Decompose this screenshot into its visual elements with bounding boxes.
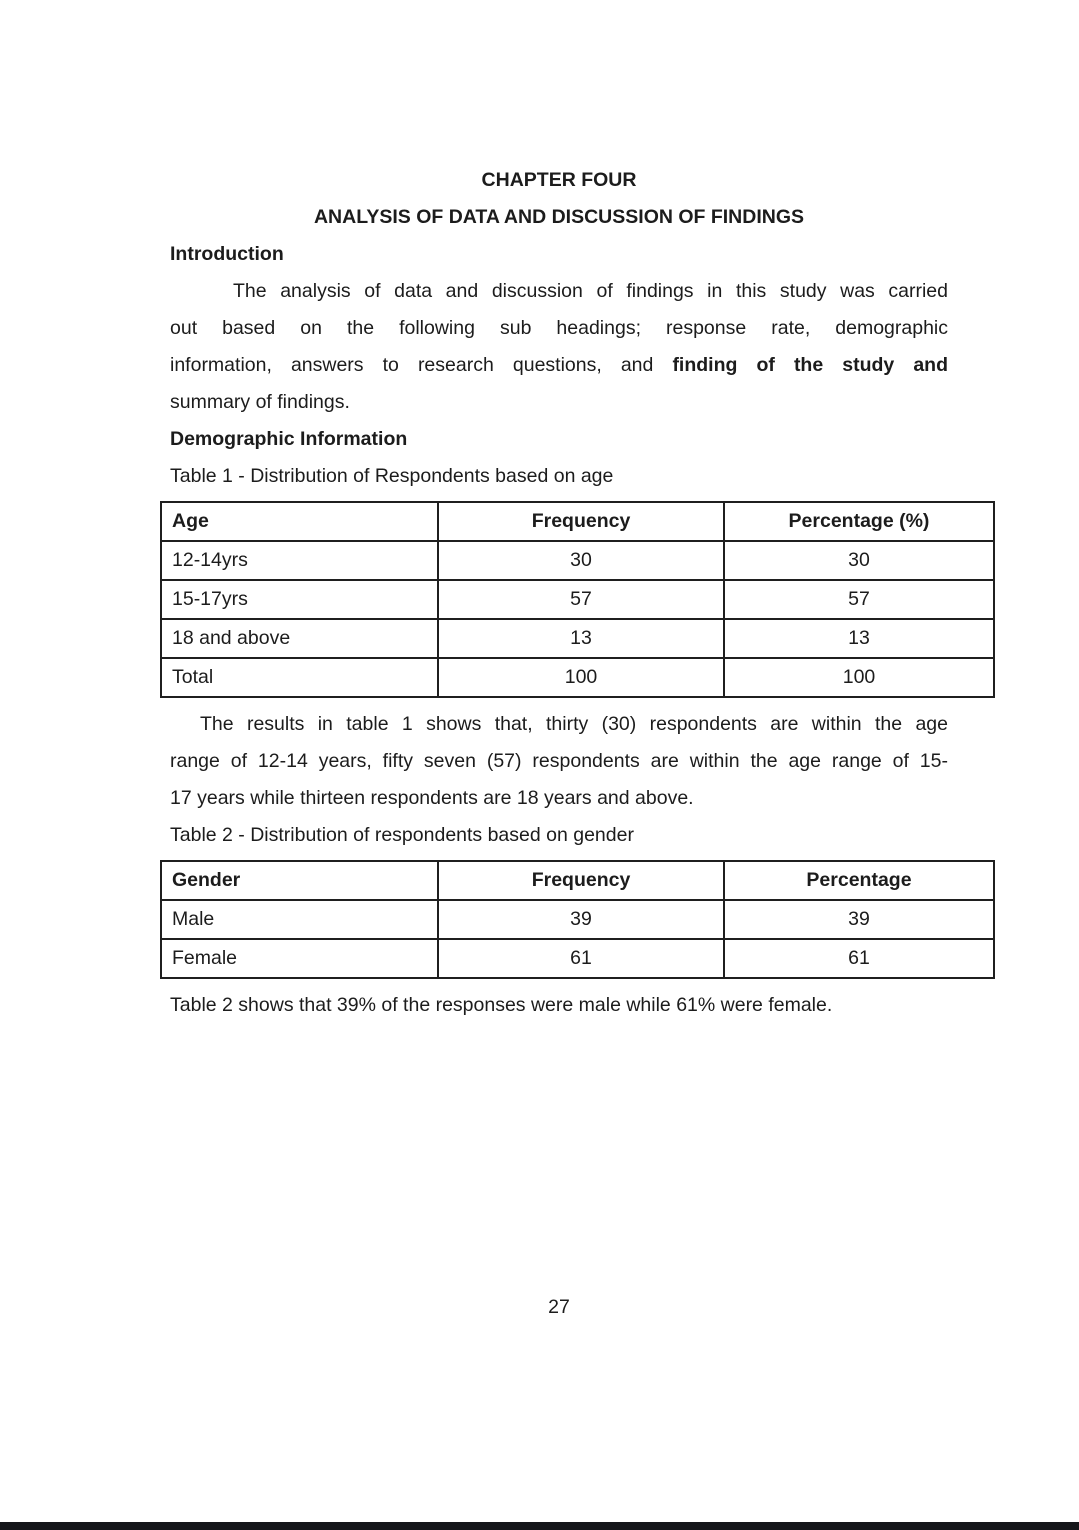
- table-cell: 15-17yrs: [161, 580, 438, 619]
- table-cell: 18 and above: [161, 619, 438, 658]
- table-row: [161, 658, 994, 697]
- results-paragraph: [170, 706, 948, 817]
- table-cell: 57: [724, 580, 994, 619]
- table-header-cell: Frequency: [438, 861, 724, 900]
- table-cell: 100: [438, 658, 724, 697]
- table-row: [161, 541, 994, 580]
- bottom-edge-bar: [0, 1522, 1079, 1530]
- table-cell: 39: [438, 900, 724, 939]
- age-distribution-table: [160, 501, 995, 698]
- table-header-cell: Age: [161, 502, 438, 541]
- table-cell: 100: [724, 658, 994, 697]
- table-row: [161, 580, 994, 619]
- table-cell: 61: [724, 939, 994, 978]
- paragraph-line: The results in table 1 shows that, thirty (30) respondents are within the age: [200, 713, 948, 735]
- table-cell: 12-14yrs: [161, 541, 438, 580]
- paragraph-line: out based on the following sub headings; response rate, demographic: [170, 317, 948, 339]
- bold-paragraph-segment: finding of the study and: [672, 354, 948, 376]
- table2-caption: Table 2 - Distribution of respondents based on gender: [170, 824, 634, 846]
- table-cell: 30: [438, 541, 724, 580]
- page-number: 27: [548, 1296, 570, 1318]
- table-header-cell: Percentage (%): [724, 502, 994, 541]
- chapter-heading: CHAPTER FOUR: [481, 169, 637, 191]
- table-header-row: [161, 861, 994, 900]
- paragraph-line: The analysis of data and discussion of findings in this study was carried: [233, 280, 948, 302]
- table-header-cell: Percentage: [724, 861, 994, 900]
- table-cell: 30: [724, 541, 994, 580]
- table-header-row: [161, 502, 994, 541]
- paragraph-line: 17 years while thirteen respondents are 18 years and above.: [170, 787, 694, 809]
- table-header-cell: Gender: [161, 861, 438, 900]
- table-row: [161, 939, 994, 978]
- table-cell: 39: [724, 900, 994, 939]
- table-cell: Total: [161, 658, 438, 697]
- closing-line: Table 2 shows that 39% of the responses were male while 61% were female.: [170, 994, 833, 1016]
- table-cell: 13: [724, 619, 994, 658]
- table-cell: 13: [438, 619, 724, 658]
- table-cell: Female: [161, 939, 438, 978]
- intro-paragraph: [170, 273, 948, 421]
- table-row: [161, 619, 994, 658]
- paragraph-line: range of 12-14 years, fifty seven (57) respondents are within the age range of 15-: [170, 750, 948, 772]
- introduction-heading: Introduction: [170, 243, 284, 265]
- paragraph-line: [170, 347, 948, 384]
- table-cell: 61: [438, 939, 724, 978]
- table-cell: Male: [161, 900, 438, 939]
- gender-distribution-table: [160, 860, 995, 979]
- table-header-cell: Frequency: [438, 502, 724, 541]
- table-row: [161, 900, 994, 939]
- chapter-title: ANALYSIS OF DATA AND DISCUSSION OF FINDINGS: [313, 206, 805, 228]
- paragraph-line: summary of findings.: [170, 391, 350, 413]
- demographic-heading: Demographic Information: [170, 428, 408, 450]
- table-cell: 57: [438, 580, 724, 619]
- table1-caption: Table 1 - Distribution of Respondents based on age: [170, 465, 614, 487]
- document-body: [170, 162, 948, 1326]
- paragraph-segment: information, answers to research questions, and: [170, 354, 673, 376]
